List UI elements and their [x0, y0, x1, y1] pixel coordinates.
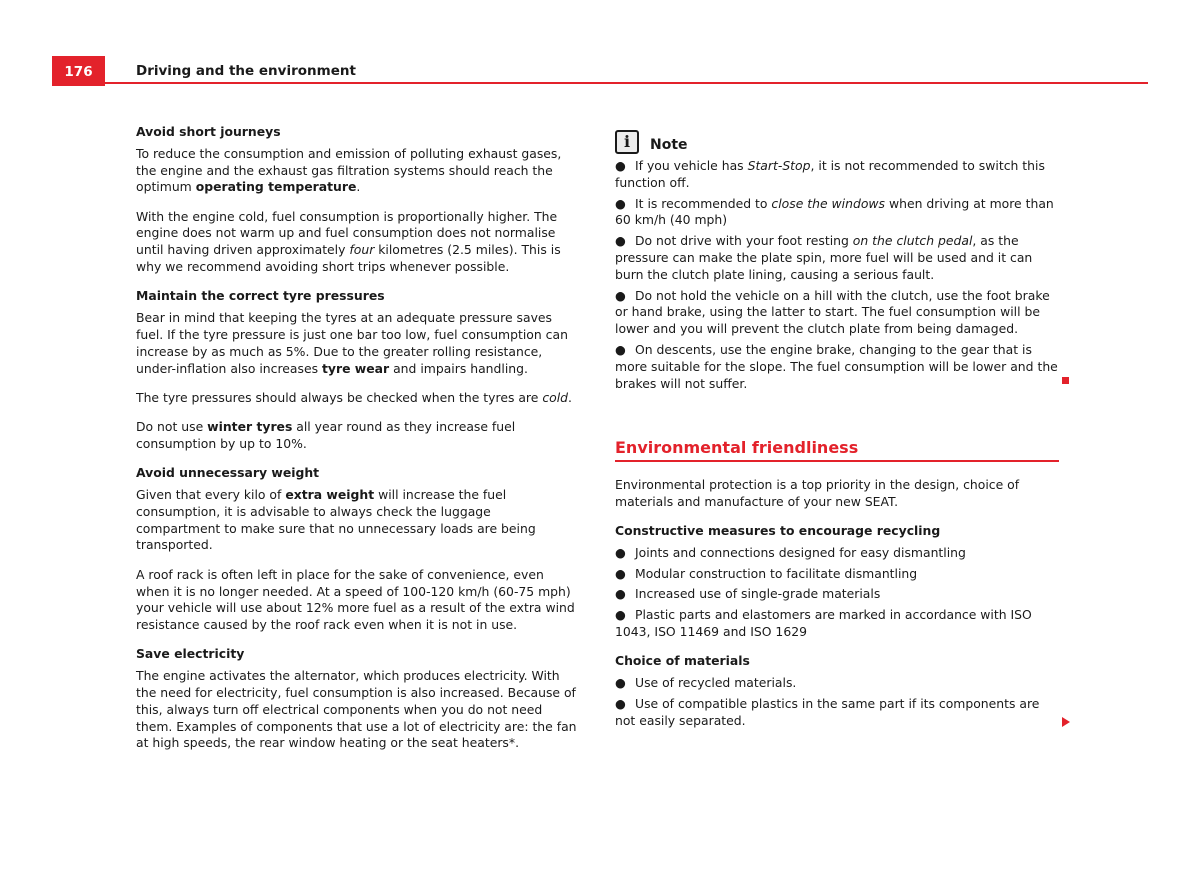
paragraph: The tyre pressures should always be checked when the tyres are cold. [136, 389, 572, 405]
bullet-icon: ● [615, 695, 626, 711]
left-column [136, 124, 578, 765]
section-title-environmental-friendliness: Environmental friendliness [615, 437, 1059, 462]
list-item: ● Increased use of single-grade materials [615, 586, 881, 602]
bullet-icon: ● [615, 195, 626, 211]
page-number: 176 [52, 56, 105, 86]
list-item: ● Use of recycled materials. [615, 675, 797, 691]
list-item: ● Joints and connections designed for easy dismantling [615, 544, 966, 560]
bullet-icon: ● [615, 341, 626, 357]
header-rule [105, 82, 1148, 84]
bullet-icon: ● [615, 233, 626, 249]
note-title: Note [650, 137, 688, 153]
continue-arrow-icon [1062, 717, 1070, 727]
info-icon: i [615, 130, 639, 154]
note-header [615, 124, 1059, 154]
bullet-icon: ● [615, 287, 626, 303]
list-item: ● Plastic parts and elastomers are marked in accordance with ISO 1043, ISO 11469 and ISO 1629 [615, 607, 1032, 640]
bullet-icon: ● [615, 565, 626, 581]
note-item: ● Do not hold the vehicle on a hill with the clutch, use the foot brake or hand brake, using the latter to start. The fuel consumption will be lower and you will prevent the clutch plate from being damaged. [615, 287, 1050, 337]
note-item: ● It is recommended to close the windows when driving at more than 60 km/h (40 mph) [615, 195, 1054, 228]
paragraph: Environmental protection is a top priority in the design, choice of materials and manufacture of your new SEAT. [615, 477, 1020, 509]
heading-avoid-short-journeys: Avoid short journeys [136, 124, 281, 139]
paragraph: A roof rack is often left in place for the sake of convenience, even when it is no longer needed. At a speed of 100-120 km/h (60-75 mph) your vehicle will use about 12% more fuel as a result of the extra wind resistance caused by the roof rack even when it is not in use. [136, 566, 575, 633]
page-header [52, 56, 1148, 86]
heading-recycling-measures: Constructive measures to encourage recycling [615, 523, 941, 539]
bullet-icon: ● [615, 544, 626, 560]
note-box [615, 124, 1059, 396]
heading-choice-of-materials: Choice of materials [615, 653, 750, 669]
note-item: ● Do not drive with your foot resting on the clutch pedal, as the pressure can make the plate spin, more fuel will be used and it can burn the clutch plate lining, causing a serious fault. [615, 233, 1033, 282]
bullet-icon: ● [615, 158, 626, 173]
heading-save-electricity: Save electricity [136, 646, 245, 662]
heading-unnecessary-weight: Avoid unnecessary weight [136, 465, 320, 481]
paragraph: Given that every kilo of extra weight will increase the fuel consumption, it is advisable to always check the luggage compartment to make sure that no unnecessary loads are being transported. [136, 487, 536, 553]
list-item: ● Use of compatible plastics in the same part if its components are not easily separated. [615, 695, 1040, 728]
end-of-section-marker [1062, 377, 1069, 384]
paragraph: Do not use winter tyres all year round as they increase fuel consumption by up to 10%. [136, 419, 516, 451]
paragraph: To reduce the consumption and emission of polluting exhaust gases, the engine and the exhaust gas filtration systems should reach the optimum operating temperature. [136, 145, 562, 195]
paragraph: The engine activates the alternator, which produces electricity. With the need for electricity, fuel consumption is also increased. Because of this, always turn off electrical components when you do not need them. Examples of components that use a lot of electricity are: the fan at high speeds, the rear window heating or the seat heaters*. [136, 668, 577, 751]
bullet-icon: ● [615, 586, 626, 602]
note-item: ● On descents, use the engine brake, changing to the gear that is more suitable for the slope. The fuel consumption will be lower and the brakes will not suffer. [615, 341, 1058, 391]
note-item: ● If you vehicle has Start-Stop, it is not recommended to switch this function off. [615, 158, 1045, 190]
paragraph: With the engine cold, fuel consumption is proportionally higher. The engine does not warm up and fuel consumption does not normalise until having driven approximately four kilometres (2.5 miles). This is why we recommend avoiding short trips whenever possible. [136, 208, 561, 275]
running-title: Driving and the environment [136, 63, 356, 79]
bullet-icon: ● [615, 607, 626, 623]
environment-section [615, 477, 1059, 734]
heading-tyre-pressures: Maintain the correct tyre pressures [136, 288, 385, 304]
list-item: ● Modular construction to facilitate dismantling [615, 565, 918, 581]
bullet-icon: ● [615, 675, 626, 691]
paragraph: Bear in mind that keeping the tyres at an adequate pressure saves fuel. If the tyre pressure is just one bar too low, fuel consumption can increase by as much as 5%. Due to the greater rolling resistance, under-inflation also increases tyre wear and impairs handling. [136, 310, 568, 376]
